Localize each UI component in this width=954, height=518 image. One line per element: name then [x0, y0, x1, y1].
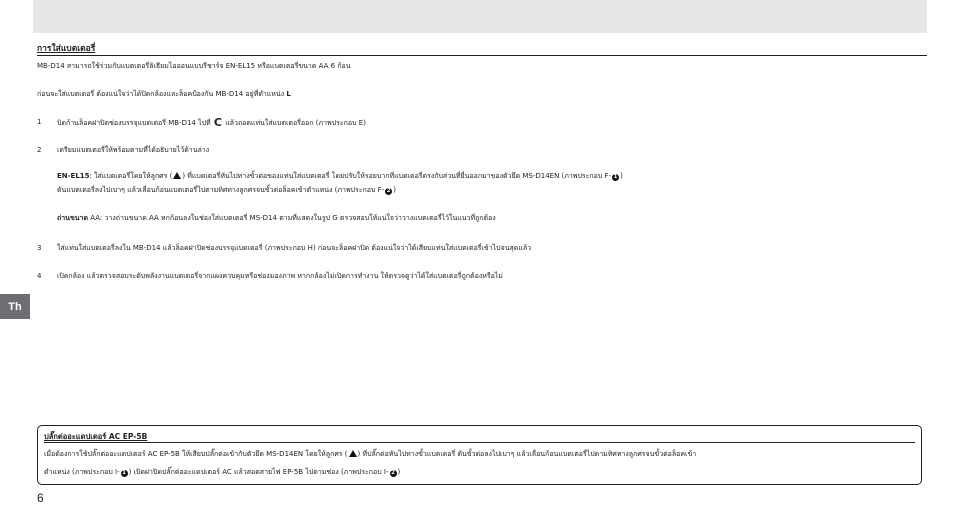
en-el15-label: EN-EL15	[57, 172, 90, 180]
arrow-triangle-icon	[349, 450, 357, 457]
arrow-triangle-icon	[173, 172, 181, 179]
step-3-text: ใส่แท่นใส่แบตเตอรี่ลงใน MB-D14 แล้วล็อคฝาปิดช่องบรรจุแบตเตอรี่ (ภาพประกอบ H) ก่อนจะล็อคฝาปิด ต้องแน่ใจว่าได้เสียบแท่นใส่แบตเตอรี่เข้าไปจนสุดแล้ว	[57, 244, 532, 252]
language-tab: Th	[0, 294, 30, 319]
en-el15-line-1	[57, 172, 623, 181]
aa-batteries-text	[57, 214, 496, 223]
note-text-e: )	[397, 468, 401, 476]
circled-number-icon: 1	[122, 470, 126, 476]
step-1-post: แล้วถอดแท่นใส่แบตเตอรี่ออก (ภาพประกอบ E)	[222, 119, 366, 127]
en-el15-line-2	[57, 186, 396, 195]
note-line-2	[44, 468, 400, 477]
unlock-symbol-icon: C	[213, 116, 222, 129]
note-title: ปลั๊กต่ออะแดปเตอร์ AC EP-5B	[44, 432, 148, 441]
note-text-c: ตำแหน่ง (ภาพประกอบ I-	[44, 468, 120, 476]
circled-number-icon: 2	[391, 470, 395, 476]
step-4-text: เปิดกล้อง แล้วตรวจสอบระดับพลังงานแบตเตอรี่จากแผงควบคุมหรือช่องมองภาพ หากกล้องไม่เปิดการทำงาน ให้ตรวจดูว่าได้ใส่แบตเตอรี่ถูกต้องหรือไม่	[57, 272, 503, 280]
note-divider	[44, 442, 915, 443]
aa-body: AA: วางถ่านขนาด AA หกก้อนลงในช่องใส่แบตเตอรี่ MS-D14 ตามที่แสดงในรูป G ตรวจสอบให้แน่ใจว่าวางแบตเตอรี่ไว้ในแนวที่ถูกต้อง	[88, 214, 496, 222]
note-text-b: ) ที่ปลั๊กต่อหันไปทางขั้วแบตเตอรี่ ดันขั้วต่อลงไปเบาๆ แล้วเลื่อนก้อนแบตเตอรี่ไปตามทิศทางลูกศรจนขั้วต่อล็อคเข้า	[357, 450, 697, 458]
page-number: 6	[37, 491, 44, 505]
step-number: 1	[37, 118, 42, 126]
section-title: การใส่แบตเตอรี่	[37, 44, 96, 54]
aa-label: ถ่านขนาด	[57, 214, 89, 222]
note-text-a: เมื่อต้องการใช้ปลั๊กต่ออะแดปเตอร์ AC EP-5B ให้เสียบปลั๊กต่อเข้ากับตัวยึด MS-D14EN โดยให้ลูกศร (	[44, 450, 348, 458]
precaution-text	[37, 90, 291, 99]
note-text-d: ) เปิดฝาปิดปลั๊กต่ออะแดปเตอร์ AC แล้วสอดสายไฟ EP-5B ไปตามช่อง (ภาพประกอบ I-	[128, 468, 389, 476]
en-el15-text-d: ดันแบตเตอรี่ลงไปเบาๆ แล้วเลื่อนก้อนแบตเตอรี่ไปตามทิศทางลูกศรจนขั้วต่อล็อคเข้าตำแหน่ง (ภาพประกอบ F-	[57, 186, 385, 194]
en-el15-text-c: )	[620, 172, 623, 180]
precaution-body: ก่อนจะใส่แบตเตอรี่ ต้องแน่ใจว่าได้ปิดกล้องและล็อคป้องกัน MB-D14 อยู่ที่ตำแหน่ง	[37, 90, 287, 98]
step-number: 4	[37, 272, 42, 280]
step-number: 3	[37, 244, 42, 252]
header-band	[33, 0, 927, 33]
step-2-text: เตรียมแบตเตอรี่ให้พร้อมตามที่ได้อธิบายไว้ด้านล่าง	[57, 146, 210, 154]
note-line-1	[44, 450, 696, 459]
step-number: 2	[37, 146, 42, 154]
en-el15-text-b: ) ที่แบตเตอรี่หันไปทางขั้วต่อของแท่นใส่แบตเตอรี่ โดยปรับให้รอยบากที่แบตเตอรี่ตรงกับส่วนที่ยื่นออกมาของตัวยึด MS-D14EN (ภาพประกอบ F-	[182, 172, 612, 180]
step-1-text	[57, 118, 366, 128]
en-el15-text-e: )	[393, 186, 396, 194]
step-1-pre: บิดก้านล็อคฝาปิดช่องบรรจุแบตเตอรี่ MB-D14 ไปที่	[57, 119, 213, 127]
note-box	[37, 425, 922, 485]
intro-text: MB-D14 สามารถใช้ร่วมกับแบตเตอรี่ลิเธียมไอออนแบบรีชาร์จ EN-EL15 หรือแบตเตอรี่ขนาด AA 6 ก้อน	[37, 62, 351, 70]
circled-number-icon: 1	[613, 174, 618, 180]
en-el15-text-a: : ใส่แบตเตอรี่โดยให้ลูกศร (	[89, 172, 173, 180]
title-divider	[37, 55, 927, 56]
circled-number-icon: 2	[386, 188, 391, 194]
lock-position-label: L	[286, 90, 291, 98]
